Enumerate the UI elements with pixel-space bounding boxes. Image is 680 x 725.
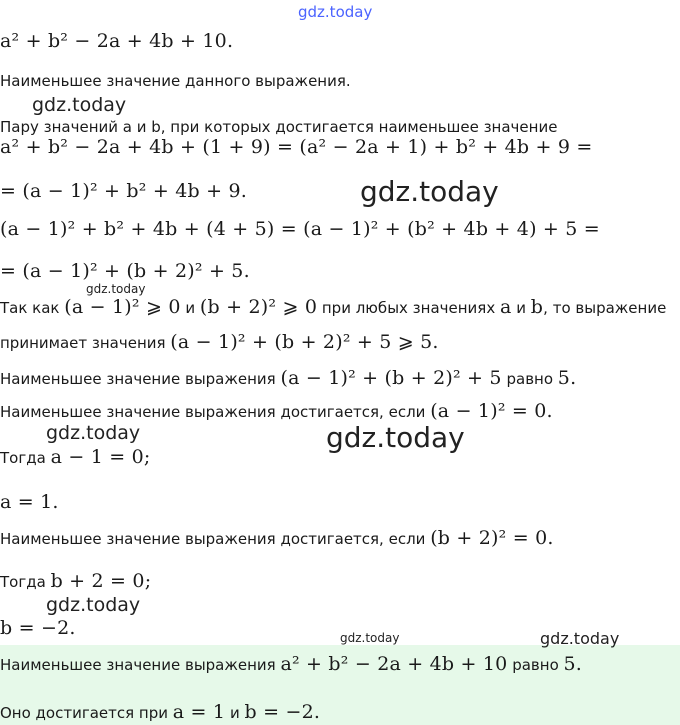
a-value-line: a = 1.: [0, 491, 59, 513]
achieved-if-a-line: Наименьшее значение выражения достигается, если (a − 1)² = 0.: [0, 400, 553, 422]
answer-min-line: Наименьшее значение выражения a² + b² − 2a + 4b + 10 равно 5.: [0, 653, 583, 675]
answer-achieved-line: Оно достигается при a = 1 и b = −2.: [0, 701, 321, 723]
takes-values-line: принимает значения (a − 1)² + (b + 2)² + 5 ⩾ 5.: [0, 331, 439, 353]
equation-line-4: = (a − 1)² + (b + 2)² + 5.: [0, 260, 250, 282]
watermark: gdz.today: [340, 631, 400, 645]
since-line: Так как (a − 1)² ⩾ 0 и (b + 2)² ⩾ 0 при любых значениях a и b, то выражение: [0, 296, 667, 318]
then-a-line: Тогда a − 1 = 0;: [0, 446, 151, 468]
watermark: gdz.today: [86, 282, 146, 296]
watermark: gdz.today: [46, 594, 141, 616]
watermark: gdz.today: [540, 629, 620, 648]
equation-line-2: = (a − 1)² + b² + 4b + 9.: [0, 180, 247, 202]
expression-line: a² + b² − 2a + 4b + 10.: [0, 30, 234, 52]
b-value-line: b = −2.: [0, 617, 76, 639]
pair-values-line: Пару значений a и b, при которых достигается наименьшее значение: [0, 118, 558, 136]
watermark: gdz.today: [46, 422, 141, 444]
min-value-line: Наименьшее значение выражения (a − 1)² + (b + 2)² + 5 равно 5.: [0, 367, 577, 389]
watermark: gdz.today: [326, 421, 465, 454]
achieved-if-b-line: Наименьшее значение выражения достигается, если (b + 2)² = 0.: [0, 527, 554, 549]
watermark: gdz.today: [360, 175, 499, 208]
equation-line-3: (a − 1)² + b² + 4b + (4 + 5) = (a − 1)² + (b² + 4b + 4) + 5 =: [0, 218, 600, 240]
then-b-line: Тогда b + 2 = 0;: [0, 570, 152, 592]
find-task-line: Наименьшее значение данного выражения.: [0, 72, 351, 90]
watermark: gdz.today: [32, 94, 127, 116]
equation-line-1: a² + b² − 2a + 4b + (1 + 9) = (a² − 2a + 1) + b² + 4b + 9 =: [0, 136, 593, 158]
watermark-top: gdz.today: [298, 3, 373, 21]
